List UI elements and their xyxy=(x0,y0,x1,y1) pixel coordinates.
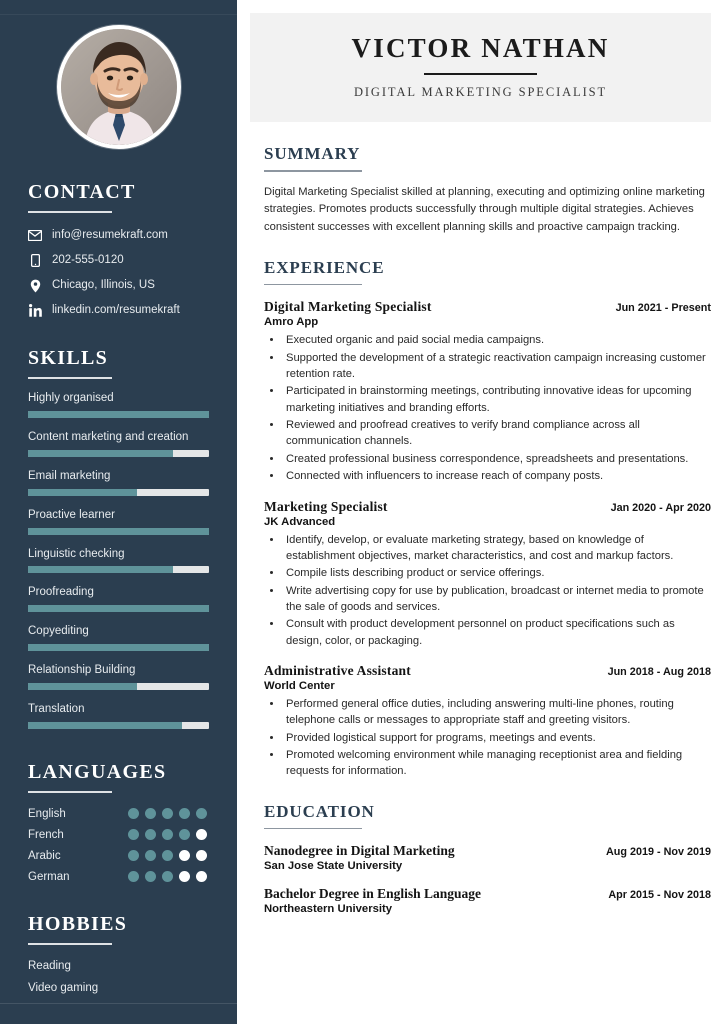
hobby-item: Video gaming xyxy=(28,981,99,994)
profile-photo xyxy=(61,29,177,145)
experience-item-header xyxy=(264,663,711,679)
rating-dot-empty xyxy=(179,850,190,861)
skill-item xyxy=(28,548,209,574)
summary-section xyxy=(264,144,711,236)
skill-progress-fill xyxy=(28,566,173,573)
page-title: VICTOR NATHAN xyxy=(351,33,610,63)
rating-dot-filled xyxy=(196,808,207,819)
skill-label: Highly organised xyxy=(28,392,114,405)
language-label: French xyxy=(28,828,64,841)
experience-company: Amro App xyxy=(264,316,319,329)
contact-list xyxy=(28,229,209,317)
rating-dot-empty xyxy=(196,871,207,882)
rating-dot-filled xyxy=(162,808,173,819)
rating-dot-filled xyxy=(179,808,190,819)
contact-section xyxy=(28,181,209,317)
language-rating-dots xyxy=(128,850,207,861)
skill-item xyxy=(28,509,209,535)
contact-linkedin-value: linkedin.com/resumekraft xyxy=(52,303,180,316)
education-school: Northeastern University xyxy=(264,903,393,916)
education-list xyxy=(264,843,711,915)
experience-item-header xyxy=(264,299,711,315)
avatar xyxy=(57,25,181,149)
rating-dot-empty xyxy=(196,829,207,840)
skill-label: Email marketing xyxy=(28,469,111,482)
experience-heading-rule xyxy=(264,284,362,286)
skill-item xyxy=(28,703,209,729)
hobbies-heading: HOBBIES xyxy=(28,912,128,935)
hobbies-heading-rule xyxy=(28,943,112,945)
contact-phone-value: 202-555-0120 xyxy=(52,253,124,266)
experience-date-range: Jun 2021 - Present xyxy=(615,302,711,315)
mobile-phone-icon xyxy=(28,254,42,267)
skill-label: Translation xyxy=(28,702,85,715)
skill-label: Proactive learner xyxy=(28,508,115,521)
education-item-header xyxy=(264,886,711,902)
education-heading-rule xyxy=(264,828,362,830)
hobby-item: Reading xyxy=(28,959,71,972)
rating-dot-filled xyxy=(145,871,156,882)
skill-item xyxy=(28,586,209,612)
rating-dot-filled xyxy=(128,829,139,840)
skill-progress-bar xyxy=(28,411,209,418)
languages-heading: LANGUAGES xyxy=(28,760,167,783)
rating-dot-filled xyxy=(162,850,173,861)
experience-job-title: Marketing Specialist xyxy=(264,498,388,514)
experience-job-title: Digital Marketing Specialist xyxy=(264,299,432,315)
language-item xyxy=(28,829,209,841)
education-section xyxy=(264,802,711,916)
rating-dot-filled xyxy=(145,829,156,840)
skill-progress-bar xyxy=(28,605,209,612)
languages-section xyxy=(28,761,209,883)
skill-progress-fill xyxy=(28,683,137,690)
sidebar xyxy=(0,0,237,1024)
education-school: San Jose State University xyxy=(264,860,403,873)
contact-item-location[interactable] xyxy=(28,279,209,293)
skill-progress-bar xyxy=(28,566,209,573)
skill-progress-bar xyxy=(28,528,209,535)
experience-bullet: • Identify, develop, or evaluate marketing strategy, based on knowledge of establishment objectives, market characteristics, and cost and markup factors. xyxy=(283,532,711,565)
skill-progress-fill xyxy=(28,528,209,535)
sidebar-bottom-divider xyxy=(0,1003,237,1004)
name-rule xyxy=(424,73,537,75)
experience-bullet: • Write advertising copy for use by publication, broadcast or internet media to promote the sale of goods and services. xyxy=(283,583,711,616)
summary-text: Digital Marketing Specialist skilled at planning, executing and optimizing online marketing strategies. Promotes products successfully through multiple digital strategies. Achieves consistent successes with excellent planning skills and proactive campaign tracking. xyxy=(264,185,705,233)
job-role-subtitle: DIGITAL MARKETING SPECIALIST xyxy=(353,85,608,100)
skill-progress-bar xyxy=(28,722,209,729)
name-banner xyxy=(250,13,711,122)
experience-item-header xyxy=(264,499,711,515)
language-rating-dots xyxy=(128,829,207,840)
language-label: English xyxy=(28,807,66,820)
hobbies-list xyxy=(28,960,209,994)
experience-bullet-list xyxy=(264,532,711,649)
skill-item xyxy=(28,392,209,418)
language-label: Arabic xyxy=(28,849,61,862)
experience-bullet: • Executed organic and paid social media campaigns. xyxy=(283,332,711,348)
rating-dot-empty xyxy=(196,850,207,861)
skill-progress-bar xyxy=(28,450,209,457)
experience-bullet: • Compile lists describing product or service offerings. xyxy=(283,565,711,581)
experience-heading: EXPERIENCE xyxy=(264,257,385,277)
contact-email-value: info@resumekraft.com xyxy=(52,229,168,241)
skill-progress-fill xyxy=(28,644,209,651)
rating-dot-filled xyxy=(128,850,139,861)
summary-heading: SUMMARY xyxy=(264,144,361,164)
rating-dot-empty xyxy=(179,871,190,882)
skill-progress-fill xyxy=(28,411,209,418)
experience-bullet: • Reviewed and proofread creatives to verify brand compliance across all communication channels. xyxy=(283,417,711,450)
hobbies-section xyxy=(28,913,209,994)
experience-bullet: • Created professional business correspondence, spreadsheets and presentations. xyxy=(283,451,711,467)
skill-progress-fill xyxy=(28,450,173,457)
skills-list xyxy=(28,392,209,728)
rating-dot-filled xyxy=(179,829,190,840)
skill-item xyxy=(28,431,209,457)
contact-item-phone[interactable] xyxy=(28,254,209,268)
skill-label: Proofreading xyxy=(28,586,94,599)
location-pin-icon xyxy=(28,279,42,293)
languages-heading-rule xyxy=(28,791,112,793)
experience-bullet: • Promoted welcoming environment while managing receptionist area and fielding requests for information. xyxy=(283,747,711,780)
rating-dot-filled xyxy=(128,808,139,819)
skills-heading-rule xyxy=(28,377,112,379)
language-item xyxy=(28,850,209,862)
experience-item xyxy=(264,499,711,649)
skill-progress-fill xyxy=(28,605,209,612)
rating-dot-filled xyxy=(145,808,156,819)
language-label: German xyxy=(28,870,70,883)
rating-dot-filled xyxy=(145,850,156,861)
skill-item xyxy=(28,625,209,651)
experience-job-title: Administrative Assistant xyxy=(264,662,411,678)
skill-label: Linguistic checking xyxy=(28,547,125,560)
experience-bullet-list xyxy=(264,332,711,484)
skills-heading: SKILLS xyxy=(28,347,109,370)
linkedin-icon xyxy=(28,304,42,317)
experience-list xyxy=(264,299,711,779)
experience-section xyxy=(264,258,711,780)
rating-dot-filled xyxy=(162,829,173,840)
experience-bullet: • Performed general office duties, including answering multi-line phones, routing telephone calls or messages to appropriate staff and greeting visitors. xyxy=(283,696,711,729)
experience-bullet: • Provided logistical support for programs, meetings and events. xyxy=(283,730,711,746)
skill-progress-bar xyxy=(28,489,209,496)
experience-bullet: • Supported the development of a strategic reactivation campaign increasing customer retention rate. xyxy=(283,350,711,383)
education-date-range: Aug 2019 - Nov 2019 xyxy=(605,846,711,859)
skill-progress-bar xyxy=(28,683,209,690)
language-rating-dots xyxy=(128,871,207,882)
education-date-range: Apr 2015 - Nov 2018 xyxy=(608,889,711,902)
skill-label: Relationship Building xyxy=(28,663,136,676)
experience-company: World Center xyxy=(264,679,335,692)
experience-bullet-list xyxy=(264,696,711,780)
experience-bullet: • Connected with influencers to increase reach of company posts. xyxy=(283,468,711,484)
skill-label: Copyediting xyxy=(28,625,89,638)
education-degree: Nanodegree in Digital Marketing xyxy=(264,843,455,859)
skill-progress-bar xyxy=(28,644,209,651)
education-degree: Bachelor Degree in English Language xyxy=(264,886,482,902)
rating-dot-filled xyxy=(162,871,173,882)
contact-item-linkedin[interactable] xyxy=(28,304,209,318)
summary-heading-rule xyxy=(264,170,362,172)
skill-label: Content marketing and creation xyxy=(28,431,189,444)
experience-date-range: Jun 2018 - Aug 2018 xyxy=(607,665,711,678)
skills-section xyxy=(28,347,209,728)
experience-date-range: Jan 2020 - Apr 2020 xyxy=(610,501,711,514)
contact-heading-rule xyxy=(28,211,112,213)
skill-item xyxy=(28,470,209,496)
education-item-header xyxy=(264,843,711,859)
experience-bullet: • Participated in brainstorming meetings, contributing innovative ideas for upcoming marketing initiatives and branding efforts. xyxy=(283,383,711,416)
language-item xyxy=(28,808,209,820)
experience-item xyxy=(264,663,711,780)
language-rating-dots xyxy=(128,808,207,819)
main-content xyxy=(237,0,724,1024)
sidebar-top-divider xyxy=(0,14,237,15)
contact-item-email[interactable] xyxy=(28,229,209,243)
education-heading: EDUCATION xyxy=(264,801,375,821)
experience-item xyxy=(264,299,711,484)
contact-location-value: Chicago, Illinois, US xyxy=(52,278,155,291)
skill-progress-fill xyxy=(28,722,182,729)
skill-item xyxy=(28,664,209,690)
language-item xyxy=(28,871,209,883)
rating-dot-filled xyxy=(128,871,139,882)
contact-heading: CONTACT xyxy=(28,181,136,203)
experience-company: JK Advanced xyxy=(264,515,336,528)
education-item xyxy=(264,843,711,872)
envelope-icon xyxy=(28,230,42,241)
experience-bullet: • Consult with product development personnel on product specifications such as design, color, or packaging. xyxy=(283,616,711,649)
skill-progress-fill xyxy=(28,489,137,496)
languages-list xyxy=(28,808,209,883)
education-item xyxy=(264,886,711,915)
